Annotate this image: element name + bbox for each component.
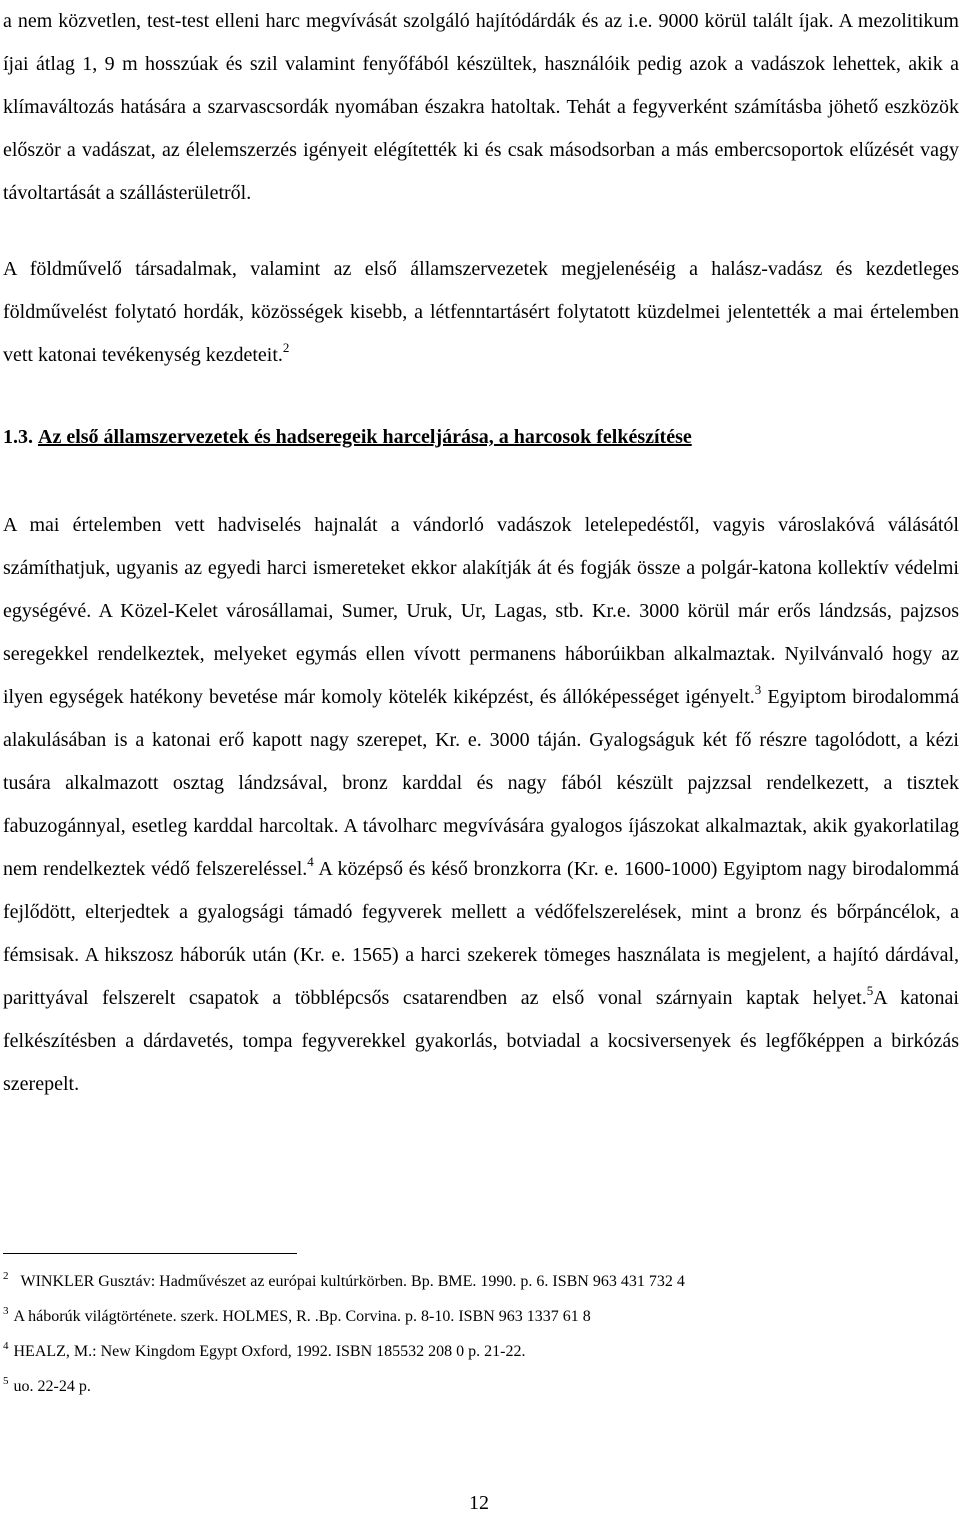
- paragraph-text: A középső és késő bronzkorra (Kr. e. 1600-1000) Egyiptom nagy birodalommá fejlődött, elterjedtek a gyalogsági támadó fegyverek mellett a védőfelszerelések, mint a bronz és bőrpáncélok, a fémsisak. A hikszosz háborúk után (Kr. e. 1565) a harci szekerek tömeges használata is megjelent, a hajító dárdával, parittyával felszerelt csapatok a többlépcsős csatarendben az első vonal szárnyain kaptak helyet.: [3, 858, 960, 1009]
- paragraph-text: A mai értelemben vett hadviselés hajnalát a vándorló vadászok letelepedéstől, vagyis városlakóvá válásától számíthatjuk, ugyanis az egyedi harci ismereteket ekkor alakítják át és fogják össze a polgár-katona kollektív védelmi egységévé. A Közel-Kelet városállamai, Sumer, Uruk, Ur, Lagas, stb. Kr.e. 3000 körül már erős lándzsás, pajzsos seregekkel rendelkeztek, melyeket egymás ellen vívott permanens háborúikban alkalmaztak. Nyilvánvaló hogy az ilyen egységek hatékony bevetése már komoly kötelék kiképzést, és állóképességet igényelt.: [3, 514, 959, 708]
- footnotes-list: [3, 1264, 943, 1404]
- paragraph-text: Egyiptom birodalommá alakulásában is a katonai erő kapott nagy szerepet, Kr. e. 3000 táján. Gyalogságuk két fő részre tagolódott, a kézi tusára alkalmazott osztag lándzsával, bronz karddal és nagy fából készült pajzzsal rendelkezett, a tisztek fabuzogánnyal, esetleg karddal harcoltak. A távolharc megvívására gyalogos íjászokat alkalmaztak, akik gyakorlatilag nem rendelkeztek védő felszereléssel.: [3, 686, 959, 880]
- paragraph-early-armies: [3, 504, 959, 1106]
- footnote-ref-4[interactable]: 4: [307, 854, 314, 869]
- page-number: [0, 1491, 960, 1515]
- section-title: Az első államszervezetek és hadseregeik harceljárása, a harcosok felkészítése: [38, 426, 692, 448]
- paragraph-text: A földművelő társadalmak, valamint az első államszervezetek megjelenéséig a halász-vadász és kezdetleges földművelést folytató hordák, közösségek kisebb, a létfenntartásért folytatott küzdelmei jelentették a mai értelemben vett katonai tevékenység kezdeteit.: [3, 258, 959, 366]
- footnote-item: [3, 1264, 943, 1299]
- footnote-number: 3: [3, 1305, 9, 1317]
- footnote-number: 2: [3, 1270, 9, 1282]
- footnote-separator: [3, 1253, 297, 1254]
- paragraph-agrarian-societies: [3, 248, 959, 377]
- footnote-item: [3, 1334, 943, 1369]
- footnote-text: A háborúk világtörténete. szerk. HOLMES, R. .Bp. Corvina. p. 8-10. ISBN 963 1337 61 8: [13, 1308, 591, 1325]
- footnote-ref-3[interactable]: 3: [754, 682, 762, 697]
- paragraph-text: A katonai felkészítésben a dárdavetés, tompa fegyverekkel gyakorlás, botviadal a kocsiversenyek és legfőképpen a birkózás szerepelt.: [3, 987, 959, 1095]
- footnote-ref-2[interactable]: 2: [282, 340, 290, 355]
- footnote-ref-5[interactable]: 5: [866, 983, 874, 998]
- section-heading: [3, 416, 959, 459]
- page-number-value: 12: [469, 1492, 489, 1514]
- footnote-text: HEALZ, M.: New Kingdom Egypt Oxford, 1992. ISBN 185532 208 0 p. 21-22.: [13, 1343, 526, 1360]
- footnote-text: WINKLER Gusztáv: Hadművészet az európai kultúrkörben. Bp. BME. 1990. p. 6. ISBN 963 431 732 4: [20, 1273, 685, 1290]
- section-number: 1.3.: [3, 426, 33, 448]
- footnote-item: [3, 1299, 943, 1334]
- footnote-text: uo. 22-24 p.: [13, 1378, 91, 1395]
- paragraph-mesolithic-weapons: [3, 0, 959, 215]
- footnote-number: 4: [3, 1340, 9, 1352]
- paragraph-text: a nem közvetlen, test-test elleni harc megvívását szolgáló hajítódárdák és az i.e. 9000 körül talált íjak. A mezolitikum íjai átlag 1, 9 m hosszúak és szil valamint fenyőfából készültek, használóik pedig azok a vadászok lehettek, akik a klímaváltozás hatására a szarvascsordák nyomában északra hatoltak. Tehát a fegyverként számításba jöhető eszközök először a vadászat, az élelemszerzés igényeit elégítették ki és csak másodsorban a más embercsoportok elűzését vagy távoltartását a szállásterületről.: [3, 10, 959, 204]
- footnote-number: 5: [3, 1375, 9, 1387]
- footnote-item: [3, 1369, 943, 1404]
